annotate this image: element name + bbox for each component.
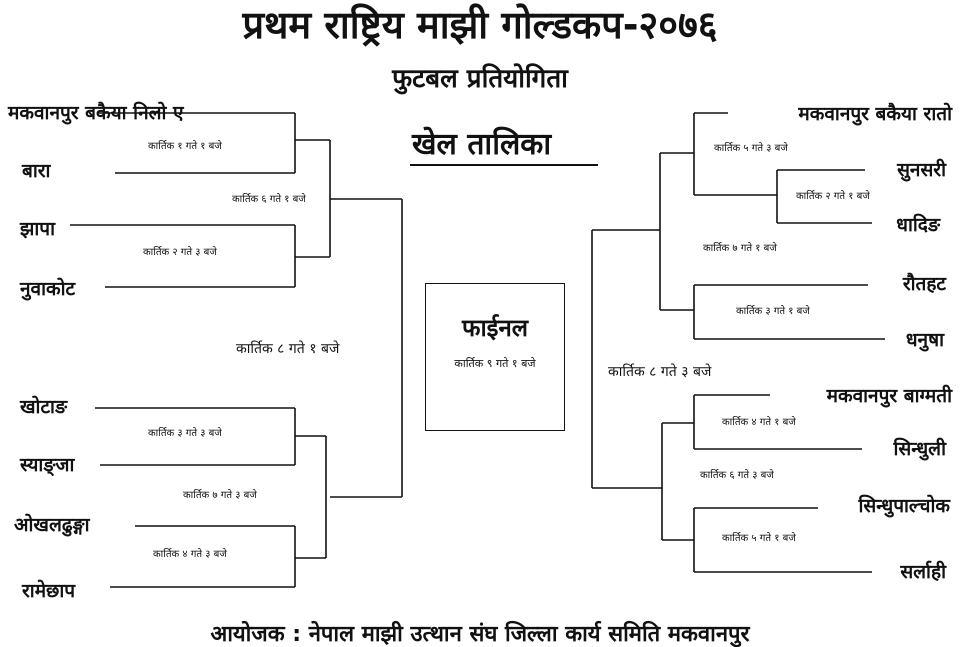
page-subtitle: फुटबल प्रतियोगिता	[392, 64, 568, 94]
team-left-4: नुवाकोट	[20, 278, 76, 300]
match-time-left-r1-4: कार्तिक ४ गते ३ बजे	[153, 549, 227, 560]
team-right-4: धनुषा	[905, 329, 944, 351]
schedule-heading: खेल तालिका	[412, 127, 552, 162]
team-right-2: धादिङ	[896, 214, 940, 236]
match-time-right-r1-3: कार्तिक ४ गते १ बजे	[722, 417, 796, 428]
match-time-left-r1-3: कार्तिक ३ गते ३ बजे	[148, 428, 222, 439]
team-left-8: रामेछाप	[22, 580, 76, 602]
team-right-8: सर्लाही	[900, 561, 946, 583]
team-left-2: बारा	[22, 160, 51, 182]
match-time-right-semi: कार्तिक ८ गते ३ बजे	[608, 364, 712, 380]
schedule-heading-underline	[410, 164, 598, 166]
team-right-3: रौतहट	[902, 273, 946, 295]
team-right-bye: मकवानपुर बकैया रातो	[798, 103, 952, 125]
team-left-6: स्याङ्जा	[20, 454, 75, 476]
team-left-3: झापा	[20, 218, 55, 240]
match-time-left-semi: कार्तिक ८ गते १ बजे	[236, 341, 340, 357]
organizer-footer: आयोजक : नेपाल माझी उत्थान संघ जिल्ला कार्य समिति मकवानपुर	[210, 622, 750, 647]
team-right-7: सिन्धुपाल्चोक	[858, 495, 950, 517]
match-time-left-r1-2: कार्तिक २ गते ३ बजे	[143, 247, 217, 258]
match-time-right-qf-2: कार्तिक ६ गते ३ बजे	[700, 470, 774, 481]
match-time-right-r1-4: कार्तिक ५ गते १ बजे	[722, 533, 796, 544]
team-right-1: सुनसरी	[897, 159, 946, 181]
final-time: कार्तिक ९ गते १ बजे	[454, 357, 536, 370]
team-left-7: ओखलढुङ्गा	[14, 514, 90, 536]
match-time-right-r1-2: कार्तिक ३ गते १ बजे	[736, 306, 810, 317]
match-time-right-r2: कार्तिक ५ गते ३ बजे	[714, 143, 788, 154]
page-title: प्रथम राष्ट्रिय माझी गोल्डकप-२०७६	[242, 3, 718, 47]
match-time-left-qf-1: कार्तिक ६ गते १ बजे	[232, 194, 306, 205]
final-label: फाईनल	[461, 314, 529, 342]
match-time-left-r1-1: कार्तिक १ गते १ बजे	[148, 141, 222, 152]
team-left-1: मकवानपुर बकैया निलो ए	[8, 102, 184, 124]
match-time-right-r1-1: कार्तिक २ गते १ बजे	[796, 191, 870, 202]
team-left-5: खोटाङ	[20, 396, 68, 418]
match-time-left-qf-2: कार्तिक ७ गते ३ बजे	[183, 490, 257, 501]
team-right-5: मकवानपुर बाग्मती	[826, 385, 952, 407]
team-right-6: सिन्धुली	[893, 438, 946, 460]
match-time-right-qf-1: कार्तिक ७ गते १ बजे	[703, 243, 777, 254]
